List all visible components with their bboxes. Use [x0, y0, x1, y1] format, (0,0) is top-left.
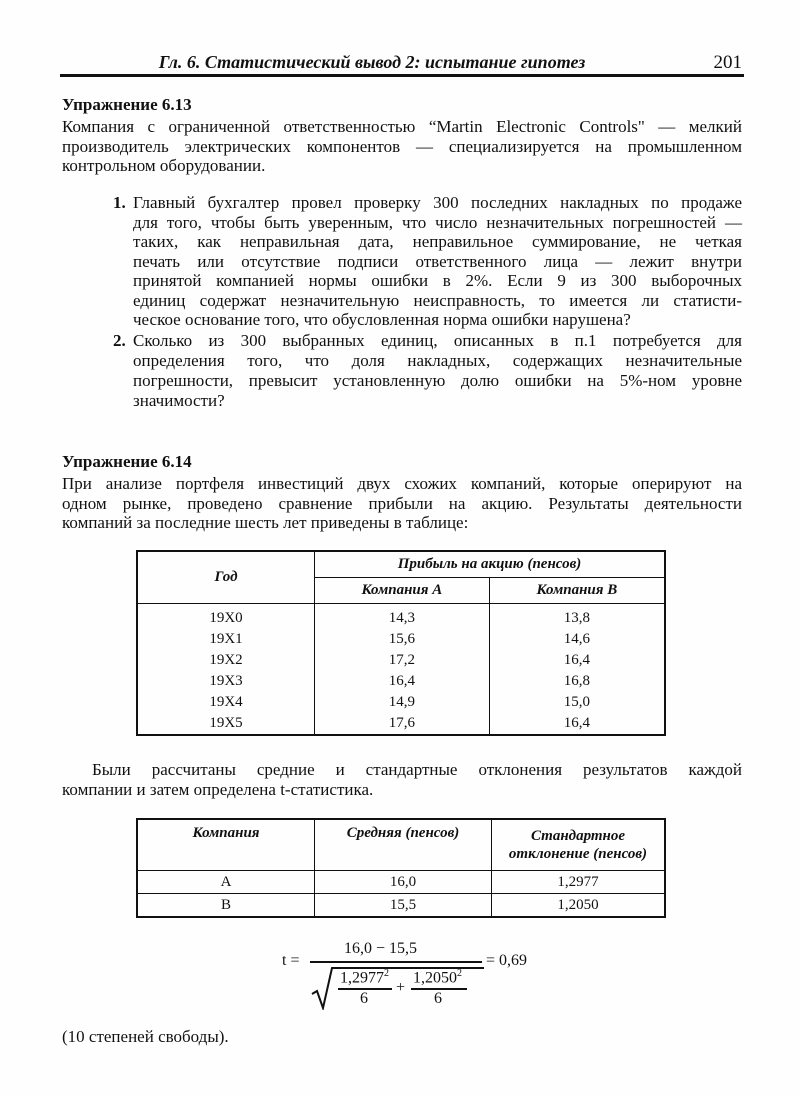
intro-line: Компания с ограниченной ответственностью “Martin Electronic Controls" — мелкий — [62, 117, 742, 136]
exercise-6-14-title: Упражнение 6.14 — [62, 452, 192, 471]
table-cell: 16,8 — [489, 671, 665, 692]
item-line: для того, чтобы быть уверенным, что число незначительных погрешностей — — [133, 213, 742, 232]
table-cell: 19X0 — [137, 604, 315, 630]
col-company-a: Компания A — [315, 578, 490, 604]
term1-den: 6 — [360, 990, 368, 1007]
formula-lhs: t = — [282, 952, 300, 969]
table-cell: 19X3 — [137, 671, 315, 692]
col-sd-line2: отклонение (пенсов) — [508, 846, 648, 862]
table-cell: B — [137, 894, 315, 918]
table-cell: 15,6 — [315, 629, 490, 650]
intro-line: компаний за последние шесть лет приведены в таблице: — [62, 513, 469, 532]
intro-line: одном рынке, проведено сравнение прибыли на акцию. Результаты деятельности — [62, 494, 742, 513]
term2: 1,2050$^2$ — [413, 968, 462, 987]
table-row — [137, 604, 665, 630]
item-line: Сколько из 300 выбранных единиц, описанных в п.1 потребуется для — [133, 331, 742, 350]
table-cell: 19X5 — [137, 713, 315, 735]
item-line: единиц содержат незначительную неисправность, то имеется ли статисти- — [133, 291, 742, 310]
table-cell: 1,2977 — [492, 871, 666, 894]
table-cell: 13,8 — [489, 604, 665, 630]
table-cell: 16,0 — [315, 871, 492, 894]
table-cell: 14,6 — [489, 629, 665, 650]
table-row — [137, 692, 665, 713]
col-sd-line1: Стандартное — [530, 828, 626, 844]
table-cell: 19X2 — [137, 650, 315, 671]
header-rule — [60, 74, 744, 77]
table-row — [137, 871, 665, 894]
table-cell: 16,4 — [489, 713, 665, 735]
table-cell: 17,6 — [315, 713, 490, 735]
col-company-b: Компания B — [489, 578, 665, 604]
plus: + — [396, 979, 406, 996]
table-row — [137, 629, 665, 650]
col-company: Компания — [137, 819, 315, 871]
table-row — [137, 894, 665, 918]
term2-den: 6 — [434, 990, 442, 1007]
footnote: (10 степеней свободы). — [62, 1027, 229, 1046]
item-number: 2. — [113, 331, 126, 350]
item-line: принятой компанией нормы ошибки в 2%. Если 9 из 300 выборочных — [133, 271, 742, 290]
mid-line: компании и затем определена t-статистика. — [62, 780, 374, 799]
table-cell: A — [137, 871, 315, 894]
col-year: Год — [137, 551, 315, 604]
intro-line: производитель электрических компонентов — специализируется на промышленном — [62, 137, 742, 156]
intro-line: контрольном оборудовании. — [62, 156, 266, 175]
table-cell: 16,4 — [315, 671, 490, 692]
chapter-title: Гл. 6. Статистический вывод 2: испытание гипотез — [158, 52, 586, 72]
table-cell: 1,2050 — [492, 894, 666, 918]
table-cell: 16,4 — [489, 650, 665, 671]
item-line: значимости? — [133, 391, 225, 410]
table-cell: 19X4 — [137, 692, 315, 713]
item-number: 1. — [113, 193, 126, 212]
formula-numerator: 16,0 − 15,5 — [344, 940, 418, 957]
exercise-6-13-title: Упражнение 6.13 — [62, 95, 192, 114]
col-mean: Средняя (пенсов) — [315, 819, 492, 871]
table-cell: 15,0 — [489, 692, 665, 713]
fraction-bar — [310, 961, 482, 963]
table-row — [137, 650, 665, 671]
mid-line: Были рассчитаны средние и стандартные отклонения результатов каждой — [92, 760, 742, 779]
stats-table — [136, 818, 666, 918]
table-cell: 14,3 — [315, 604, 490, 630]
page-number: 201 — [713, 52, 742, 73]
t-statistic-formula — [280, 938, 540, 1018]
table-cell: 15,5 — [315, 894, 492, 918]
item-line: печать или отсутствие подписи ответственного лица — лежит внутри — [133, 252, 742, 271]
table-cell: 17,2 — [315, 650, 490, 671]
item-line: Главный бухгалтер провел проверку 300 последних накладных по продаже — [133, 193, 742, 212]
term1: 1,2977$^2$ — [340, 968, 389, 987]
formula-result: = 0,69 — [486, 952, 528, 969]
item-line: погрешности, превысит установленную долю ошибки на 5%-ном уровне — [133, 371, 742, 390]
intro-line: При анализе портфеля инвестиций двух схожих компаний, которые оперируют на — [62, 474, 742, 493]
eps-table — [136, 550, 666, 736]
table-row — [137, 713, 665, 735]
table-cell: 14,9 — [315, 692, 490, 713]
group-header: Прибыль на акцию (пенсов) — [315, 551, 666, 578]
item-line: таких, как неправильная дата, неправильное суммирование, не четкая — [133, 232, 742, 251]
item-line: определения того, что доля накладных, содержащих незначительные — [133, 351, 742, 370]
col-sd — [492, 819, 666, 871]
table-cell: 19X1 — [137, 629, 315, 650]
item-line: ческое основание того, что обусловленная норма ошибки нарушена? — [133, 310, 631, 329]
table-row — [137, 671, 665, 692]
